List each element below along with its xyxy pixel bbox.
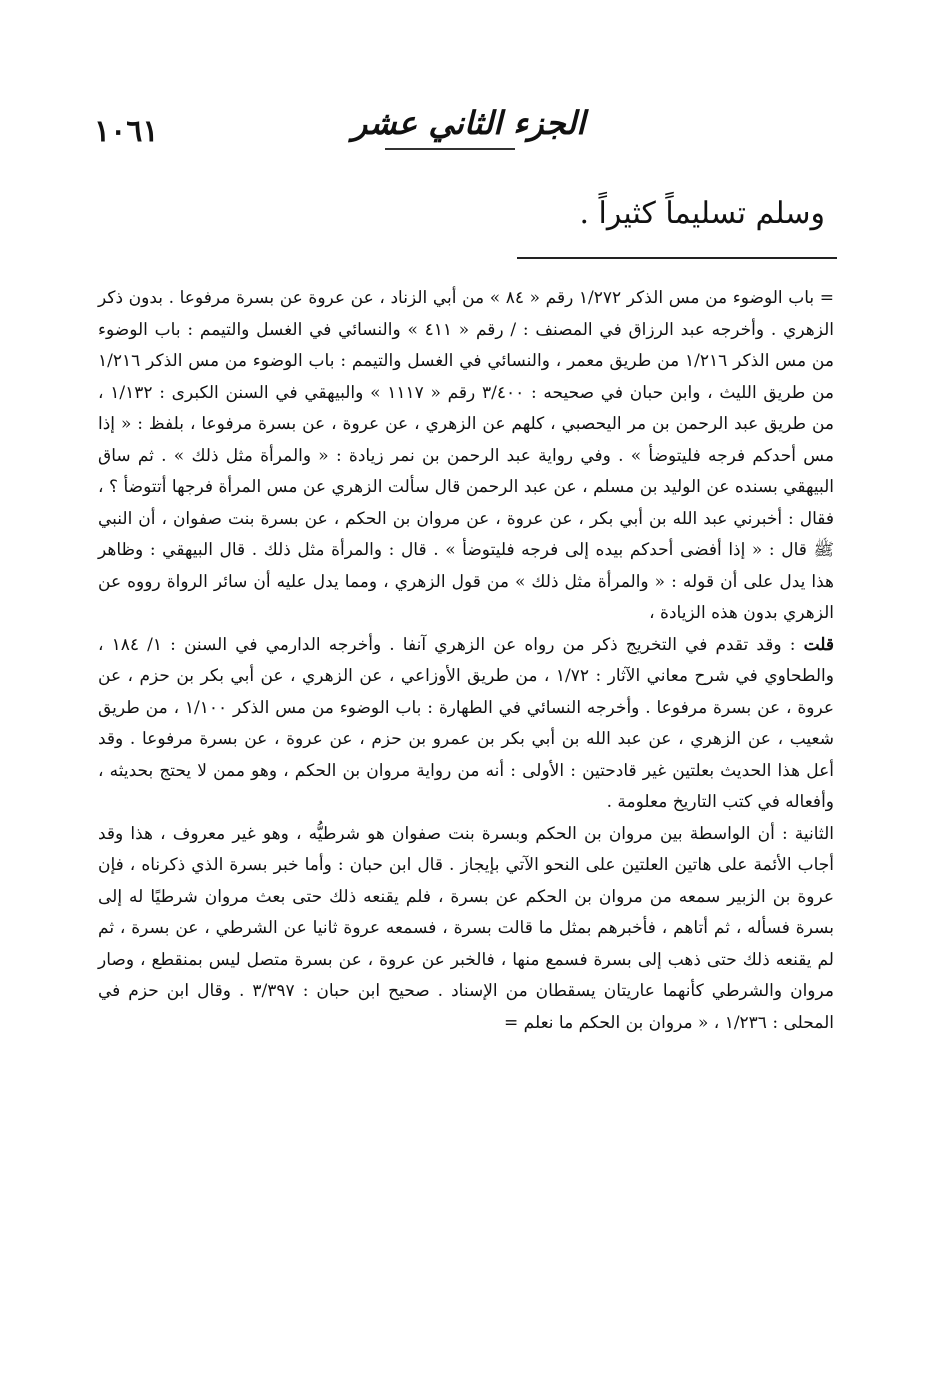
volume-title: الجزء الثاني عشر — [351, 104, 586, 142]
footnote-paragraph-3: الثانية : أن الواسطة بين مروان بن الحكم وبسرة بنت صفوان هو شرطيُّه ، وهو غير معروف ، هذا وقد أجاب الأئمة على هاتين العلتين على النحو الآتي بإيجاز . قال ابن حبان : وأما خبر بسرة الذي ذكرناه ، فإن عروة بن الزبير سمعه من مروان بن الحكم عن بسرة ، فلم يقنعه ذلك حتى بعث مروان شرطيًا له إلى بسرة فسأله ، ثم أتاهم ، فأخبرهم بمثل ما قالت بسرة ، فسمعه عروة ثانيا عن الشرطي ، عن بسرة ، ثم لم يقنعه ذلك حتى ذهب إلى بسرة فسمع منها ، فالخبر عن عروة ، عن بسرة متصل ليس بمنقطع ، وصار مروان والشرطي كأنهما عاريتان يسقطان من الإسناد . صحيح ابن حبان : ٣/٣٩٧ . وقال ابن حزم في المحلى : ١/٢٣٦ ، « مروان بن الحكم ما نعلم = — [98, 823, 834, 1033]
page-number: ١٠٦١ — [94, 114, 159, 149]
main-text: وسلم تسليماً كثيراً . — [579, 196, 825, 231]
footnote-paragraph-2-text: : وقد تقدم في التخريج ذكر من رواه عن الزهري آنفا . وأخرجه الدارمي في السنن : ١/ ١٨٤ ، والطحاوي في شرح معاني الآثار : ١/٧٢ ، من طريق الأوزاعي ، عن الزهري ، عن أبي بكر بن حزم ، عن عروة ، عن بسرة مرفوعا . وأخرجه النسائي في الطهارة : باب الوضوء من مس الذكر ١/١٠٠ ، من طريق شعيب ، عن الزهري ، عن عبد الله بن أبي بكر بن عمرو بن حزم ، عن عروة ، عن بسرة مرفوعا . وقد أعل هذا الحديث بعلتين غير قادحتين : الأولى : أنه من رواية مروان بن الحكم ، وهو ممن لا يحتج بحديثه ، وأفعاله في كتب التاريخ معلومة . — [98, 634, 834, 812]
title-ornament — [385, 148, 515, 150]
footnotes — [98, 283, 834, 1039]
footnote-divider — [517, 257, 837, 259]
footnote-paragraph-1: = باب الوضوء من مس الذكر ١/٢٧٢ رقم « ٨٤ » من أبي الزناد ، عن عروة عن بسرة مرفوعا . بدون ذكر الزهري . وأخرجه عبد الرزاق في المصنف : / رقم « ٤١١ » والنسائي في الغسل والتيمم : باب الوضوء من مس الذكر ١/٢١٦ من طريق معمر ، والنسائي في الغسل والتيمم : باب الوضوء من مس الذكر ١/٢١٦ من طريق الليث ، وابن حبان في صحيحه : ٣/٤٠٠ رقم « ١١١٧ » والبيهقي في السنن الكبرى : ١/١٣٢ ، من طريق عبد الرحمن بن مر اليحصبي ، كلهم عن الزهري ، عن عروة ، عن بسرة مرفوعا ، بلفظ : « إذا مس أحدكم فرجه فليتوضأ » . وفي رواية عبد الرحمن بن نمر زيادة : « والمرأة مثل ذلك » . ثم ساق البيهقي بسنده عن الوليد بن مسلم ، عن عبد الرحمن قال سألت الزهري عن مس المرأة فرجها أتتوضأ ؟ ، فقال : أخبرني عبد الله بن أبي بكر ، عن عروة ، عن مروان بن الحكم ، عن بسرة بنت صفوان ، أن النبي ﷺ قال : « إذا أفضى أحدكم بيده إلى فرجه فليتوضأ » . قال : والمرأة مثل ذلك . قال البيهقي : وظاهر هذا يدل على أن قوله : « والمرأة مثل ذلك » من قول الزهري ، ومما يدل عليه أن سائر الرواة رووه عن الزهري بدون هذه الزيادة ، — [98, 288, 835, 623]
page-header — [60, 100, 877, 160]
footnote-paragraph-2 — [98, 630, 834, 819]
qultu-label: قلت — [803, 634, 835, 655]
